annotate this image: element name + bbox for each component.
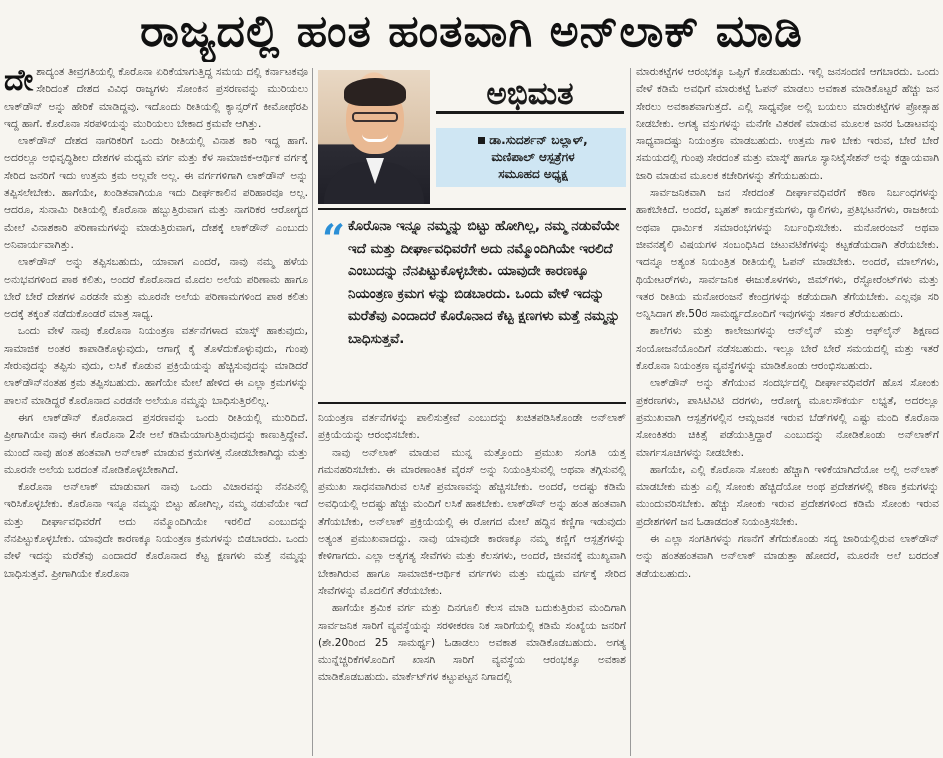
article-column-middle (318, 410, 626, 758)
article-paragraph: ನಾವು ಅನ್‌ಲಾಕ್ ಮಾಡುವ ಮುನ್ನ ಮತ್ತೊಂದು ಪ್ರಮುಖ ಸಂಗತಿ ಯತ್ತ ಗಮನಹರಿಸಬೇಕು. ಈ ಮಾರಣಾಂತಿಕ ವೈರಸ್ ಅನ್ನು ನಿಯಂತ್ರಿಸುವಲ್ಲಿ ಅಥವಾ ತಗ್ಗಿಸುವಲ್ಲಿ ಪ್ರಮುಖ ಸಾಧನವಾಗಿರುವ ಲಸಿಕೆ ಪ್ರಮಾಣವನ್ನು ಹೆಚ್ಚಿಸಬೇಕು. ಅಂದರೆ, ಅದಷ್ಟು ಕಡಿಮೆ ಅವಧಿಯಲ್ಲಿ ಅದಷ್ಟು ಹೆಚ್ಚು ಮಂದಿಗೆ ಲಸಿಕೆ ಹಾಕಬೇಕು. ಲಾಕ್‌ಡೌನ್ ಅನ್ನು ಹಂತ ಹಂತವಾಗಿ ತೆಗೆಯಬೇಕು, ಅನ್‌ಲಾಕ್ ಪ್ರಕ್ರಿಯೆಯಲ್ಲಿ ಈ ರೋಗದ ಮೇಲೆ ಹದ್ದಿನ ಕಣ್ಣಿಗಾ ಇಡುವುದು ಅತ್ಯಂತ ಪ್ರಮುಖವಾದದ್ದು. ನಾವು ಯಾವುದೇ ಕಾರಣಕ್ಕೂ ನಮ್ಮ ಕಣ್ಣಿಗೆ ಆಸ್ಪತ್ರೆಗಳನ್ನು ಕೇಳಿಗಾಗದು. ಎಲ್ಲಾ ಅತ್ಯಗತ್ಯ ಸೇವೆಗಳು ಮತ್ತು ಕೆಲಸಗಳು, ಅಂದರೆ, ಜೀವನಕ್ಕೆ ಮುಖ್ಯವಾಗಿ ಬೇಕಾಗಿರುವ ಹಾಗೂ ಸಾಮಾಜಿಕ-ಆರ್ಥಿಕ ವರ್ಗಗಳು ಮತ್ತು ಮಧ್ಯಮ ವರ್ಗಕ್ಕೆ ಸೇರಿದ ಸೇವೆಗಳನ್ನು ಮೊದಲಿಗೆ ತೆರೆಯಬೇಕು. (318, 446, 626, 597)
column-divider (312, 68, 313, 756)
article-paragraph: ಲಾಕ್‌ಡೌನ್ ದೇಶದ ನಾಗರಿಕರಿಗೆ ಒಂದು ರೀತಿಯಲ್ಲಿ ವಿನಾಶ ಕಾರಿ ಇದ್ದ ಹಾಗೆ. ಅದರಲ್ಲೂ ಅಭಿವೃದ್ಧಿಶೀಲ ದೇಶಗಳ ಮಧ್ಯಮ ವರ್ಗ ಮತ್ತು ಕೆಳ ಸಾಮಾಜಿಕ-ಆರ್ಥಿಕ ವರ್ಗಕ್ಕೆ ಸೇರಿದ ಜನರಿಗೆ ಇದು ಉತ್ತಮ ಕ್ರಮ ಅಲ್ಲವೇ ಅಲ್ಲ. ಈ ವರ್ಗಗಳಿಗಾಗಿ ಲಾಕ್‌ಡೌನ್ ಅನ್ನು ತಪ್ಪಿಸಲೇಬೇಕು. ಹಾಗೆಯೇ, ಖಂಡಿತವಾಗಿಯೂ ಇದು ದೀರ್ಘಕಾಲಿನ ಪರಿಹಾರವೂ ಅಲ್ಲ. ಆದರೂ, ಸುನಾಮಿ ರೀತಿಯಲ್ಲಿ ಕೊರೊನಾ ಹಬ್ಬುತ್ತಿರುವಾಗ ಮತ್ತು ನಾಗರಿಕರ ಆರೋಗ್ಯದ ಮೇಲೆ ವಿನಾಶಕಾರಿ ಪರಿಣಾಮಗಳನ್ನು ಮಾಡುತ್ತಿರುವಾಗ, ದೇಶಕ್ಕೆ ಲಾಕ್‌ಡೌನ್ ಎಂಬುದು ಅನಿವಾರ್ಯವಾಗಿತ್ತು. (4, 135, 308, 251)
article-column-left (4, 64, 308, 758)
author-role: ಸಮೂಹದ ಅಧ್ಯಕ್ಷ (498, 167, 568, 181)
article-paragraph: ಲಾಕ್‌ಡೌನ್ ಅನ್ನು ತಪ್ಪಿಸಬಹುದು, ಯಾವಾಗ ಎಂದರೆ, ನಾವು ನಮ್ಮ ಹಳೆಯ ಅನುಭವಗಳಿಂದ ಪಾಠ ಕಲಿತು, ಅಂದರೆ ಕೊರೊನಾದ ಮೊದಲ ಅಲೆಯ ಪರಿಣಾಮ ಹಾಗೂ ಬೇರೆ ಬೇರೆ ದೇಶಗಳ ಎರಡನೇ ಮತ್ತು ಮೂರನೇ ಅಲೆಯ ಪರಿಣಾಮಗಳಿಂದ ಪಾಠ ಕಲಿತು ಅದಕ್ಕೆ ತಕ್ಕಂತೆ ನಡೆದುಕೊಂಡರೆ ಮಾತ್ರ ಸಾಧ್ಯ. (4, 256, 308, 321)
article-paragraph: ಕೊರೊನಾ ಅನ್‌ಲಾಕ್ ಮಾಡುವಾಗ ನಾವು ಒಂದು ವಿಚಾರವನ್ನು ನೆನಪಿನಲ್ಲಿ ಇರಿಸಿಕೊಳ್ಳಬೇಕು. ಕೊರೊನಾ ಇನ್ನೂ ನಮ್ಮನ್ನು ಬಿಟ್ಟು ಹೋಗಿಲ್ಲ, ನಮ್ಮ ನಡುವೆಯೇ ಇದೆ ಮತ್ತು ದೀರ್ಘಾವಧಿವರೆಗೆ ಅದು ನಮ್ಮೊಂದಿಗಿಯೇ ಇರಲಿದೆ ಎಂಬುದನ್ನು ನೆನಪಿಟ್ಟುಕೊಳ್ಳಬೇಕು. ಯಾವುದೇ ಕಾರಣಕ್ಕೂ ನಿಯಂತ್ರಣ ಕ್ರಮಗಳನ್ನು ಬಿಡಬಾರದು. ಒಂದು ವೇಳೆ ಇದನ್ನು ಮರೆತೆವು ಎಂದಾದರೆ ಕೊರೊನಾದ ಕೆಟ್ಟ ಕ್ಷಣಗಳು ಮತ್ತೆ ನಮ್ಮನ್ನು ಬಾಧಿಸುತ್ತವೆ. ಪ್ರೀಗಾಗಿಯೇ ಕೊರೊನಾ (4, 481, 308, 580)
quote-mark-icon: “ (322, 216, 346, 263)
article-paragraph: ಮಾರುಕಟ್ಟೆಗಳ ಆರಂಭಕ್ಕೂ ಒಪ್ಪಿಗೆ ಕೊಡಬಹುದು. ಇಲ್ಲಿ ಜನಸಂದಣಿ ಆಗಬಾರದು. ಒಂದು ವೇಳೆ ಕಡಿಮೆ ಅವಧಿಗೆ ಮಾರುಕಟ್ಟೆ ಓಪನ್ ಮಾಡಲು ಅವಕಾಶ ಮಾಡಿಕೊಟ್ಟರೆ ಹೆಚ್ಚು ಜನ ಸೇರಲು ಅವಕಾಶವಾಗುತ್ತದೆ. ಎಲ್ಲಿ ಸಾಧ್ಯವೋ ಅಲ್ಲಿ ಬಯಲು ಮಾರುಕಟ್ಟೆಗಳ ಪ್ರೋತ್ಸಾಹ ನೀಡಬೇಕು. ಅಗತ್ಯ ವಸ್ತುಗಳನ್ನು ಮನೆಗೇ ವಿತರಣೆ ಮಾಡುವ ಮೂಲಕ ಜನರ ಓಡಾಟವನ್ನು ಸಾಧ್ಯವಾದಷ್ಟು ನಿಯಂತ್ರಣ ಮಾಡಬಹುದು. ಉತ್ತಮ ಗಾಳಿ ಬೇಕು ಇರುವ, ಬೇರೆ ಬೇರೆ ಸಮಯದಲ್ಲಿ ಗುಂಪು ಸೇರದಂತೆ ಮತ್ತು ಮಾಸ್ಕ್ ಹಾಗೂ ಸ್ಯಾನಿಟೈಸೇಶನ್ ಅನ್ನು ಕಡ್ಡಾಯವಾಗಿ ಜಾರಿ ಮಾಡುವ ಮೂಲಕ ಕಚೇರಿಗಳನ್ನು ತೆಗೆಯಬಹುದು. (636, 66, 939, 182)
article-paragraph: ಈ ಎಲ್ಲಾ ಸಂಗತಿಗಳನ್ನು ಗಣನೆಗೆ ತೆಗೆದುಕೊಂಡು ಸದ್ಯ ಜಾರಿಯಲ್ಲಿರುವ ಲಾಕ್‌ಡೌನ್ ಅನ್ನು ಹಂತಹಂತವಾಗಿ ಅನ್‌ಲಾಕ್ ಮಾಡುತ್ತಾ ಹೋದರೆ, ಮೂರನೇ ಅಲೆ ಬರದಂತೆ ತಡೆಯಬಹುದು. (636, 533, 939, 580)
drop-cap: ದೇ (4, 64, 34, 98)
article-paragraph: ನಿಯಂತ್ರಣ ವರ್ತನೆಗಳನ್ನು ಪಾಲಿಸುತ್ತೇವೆ ಎಂಬುದನ್ನು ಖಚಿತಪಡಿಸಿಕೊಂಡೇ ಅನ್‌ಲಾಕ್ ಪ್ರಕ್ರಿಯೆಯನ್ನು ಆರಂಭಿಸಬೇಕು. (318, 412, 626, 442)
column-divider (630, 68, 631, 756)
author-role: ಮಣಿಪಾಲ್ ಆಸ್ಪತ್ರೆಗಳ (491, 150, 575, 164)
pull-quote (318, 208, 626, 404)
headline: ರಾಜ್ಯದಲ್ಲಿ ಹಂತ ಹಂತವಾಗಿ ಅನ್‌ಲಾಕ್ ಮಾಡಿ (140, 5, 803, 57)
pull-quote-text: ಕೊರೊನಾ ಇನ್ನೂ ನಮ್ಮನ್ನು ಬಿಟ್ಟು ಹೋಗಿಲ್ಲ, ನಮ್ಮ ನಡುವೆಯೇ ಇದೆ ಮತ್ತು ದೀರ್ಘಾವಧಿವರೆಗೆ ಅದು ನಮ್ಮೊಂದಿಗಿಯೇ ಇರಲಿದೆ ಎಂಬುದನ್ನು ನೆನಪಿಟ್ಟುಕೊಳ್ಳಬೇಕು. ಯಾವುದೇ ಕಾರಣಕ್ಕೂ ನಿಯಂತ್ರಣ ಕ್ರಮಗ ಳನ್ನು ಬಿಡಬಾರದು. ಒಂದು ವೇಳೆ ಇದನ್ನು ಮರೆತೆವು ಎಂದಾದರೆ ಕೊರೊನಾದ ಕೆಟ್ಟ ಕ್ಷಣಗಳು ಮತ್ತೆ ನಮ್ಮನ್ನು ಬಾಧಿಸುತ್ತವೆ. (348, 219, 620, 347)
article-paragraph: ಸಾರ್ವಜನಿಕವಾಗಿ ಜನ ಸೇರದಂತೆ ದೀರ್ಘಾವಧಿವರೆಗೆ ಕಠಿಣ ನಿರ್ಬಂಧಗಳನ್ನು ಹಾಕಬೇಕಿದೆ. ಅಂದರೆ, ಬೃಹತ್ ಕಾರ್ಯಕ್ರಮಗಳು, ರ್‍ಯಾಲಿಗಳು, ಪ್ರತಿಭಟನೆಗಳು, ರಾಜಕೀಯ ಅಥವಾ ಧಾರ್ಮಿಕ ಸಮಾರಂಭಗಳನ್ನು ನಿರ್ಬಂಧಿಸಬೇಕು. ಮನೋರಂಜನೆ ಅಥವಾ ಜೀವನಶೈಲಿ ವಿಷಯಗಳ ಸಂಬಂಧಿಸಿದ ಚಟುವಟಿಕೆಗಳನ್ನು ಕಟ್ಟಕಡೆಯದಾಗಿ ತೆರೆಯಬೇಕು. ಇದನ್ನೂ ಅತ್ಯಂತ ನಿಯಂತ್ರಿತ ರೀತಿಯಲ್ಲಿ ಓಪನ್ ಮಾಡಬೇಕು. ಅಂದರೆ, ಮಾಲ್‌ಗಳು, ಥಿಯೇಟರ್‌ಗಳು, ಸಾರ್ವಜನಿಕ ಈಜುಕೊಳಗಳು, ಜಿಮ್‌ಗಳು, ರೆಸ್ಟೋರೆಂಟ್‌ಗಳು ಮತ್ತು ಇತರ ರೀತಿಯ ಮನೋರಂಜನೆ ಕೇಂದ್ರಗಳನ್ನು ಕಡೆಯದಾಗಿ ತೆಗೆಯಬೇಕು. ಎಲ್ಲವೂ ಸರಿ ಅನ್ನಿಸಿದಾಗ ಶೇ.50ರ ಸಾಮರ್ಥ್ಯದೊಂದಿಗೆ ಇವುಗಳನ್ನು ಸರ್ಕಾರ ತೆರೆಯಬಹುದು. (636, 187, 939, 321)
article-paragraph: ದೇಶಾದ್ಯಂತ ತೀವ್ರಗತಿಯಲ್ಲಿ ಕೊರೊನಾ ಏರಿಕೆಯಾಗುತ್ತಿದ್ದ ಸಮಯ ದಲ್ಲಿ ಕರ್ನಾಟಕವೂ ಸೇರಿದಂತೆ ದೇಶದ ವಿವಿಧ ರಾಜ್ಯಗಳು ಸೋಂಕಿನ ಪ್ರಸರಣವನ್ನು ಮುರಿಯಲು ಲಾಕ್‌ಡೌನ್ ಅನ್ನು ಹೇರಿಕೆ ಮಾಡಿದ್ದವು. ಇದೊಂದು ರೀತಿಯಲ್ಲಿ ಕ್ಯಾನ್ಸರ್‌ಗೆ ಕೀಮೋಥೆರಪಿ ಇದ್ದ ಹಾಗೆ. ಕೊರೊನಾ ಸರಪಳಿಯನ್ನು ಮುರಿಯಲು ಬೇಕಾದ ಕ್ರಮವೇ ಆಗಿತ್ತು. (4, 64, 308, 130)
article-paragraph: ಶಾಲೆಗಳು ಮತ್ತು ಕಾಲೇಜುಗಳನ್ನು ಆನ್‌ಲೈನ್ ಮತ್ತು ಆಫ್‌ಲೈನ್ ಶಿಕ್ಷಣದ ಸಂಯೋಜನೆಯೊಂದಿಗೆ ನಡೆಸಬಹುದು. ಇಲ್ಲೂ ಬೇರೆ ಬೇರೆ ಸಮಯದಲ್ಲಿ ಮತ್ತು ಇತರೆ ಕೊರೊನಾ ನಿಯಂತ್ರಣ ವ್ಯವಸ್ಥೆಗಳನ್ನು ಮಾಡಿಕೊಂಡು ಆರಂಭಿಸಬಹುದು. (636, 325, 939, 373)
article-paragraph: ಈಗ ಲಾಕ್‌ಡೌನ್ ಕೊರೊನಾದ ಪ್ರಸರಣವನ್ನು ಒಂದು ರೀತಿಯಲ್ಲಿ ಮುರಿದಿದೆ. ಪ್ರೀಗಾಗಿಯೇ ನಾವು ಈಗ ಕೊರೊನಾ 2ನೇ ಅಲೆ ಕಡಿಮೆಯಾಗುತ್ತಿರುವುದನ್ನು ಕಾಣುತ್ತಿದ್ದೇವೆ. ಮುಂದೆ ನಾವು ಹಂತ ಹಂತವಾಗಿ ಅನ್‌ಲಾಕ್ ಮಾಡುವ ಕ್ರಮಗಳತ್ತ ನೋಡಬೇಕಾಗಿದ್ದು ಮತ್ತು ಮೂರನೇ ಅಲೆಯ ಬರದಂತೆ ನೋಡಿಕೊಳ್ಳಬೇಕಾಗಿದೆ. (4, 411, 308, 476)
author-photo (318, 70, 430, 204)
author-byline (436, 128, 626, 187)
opinion-box (318, 70, 626, 210)
opinion-label: ಅಭಿಮತ (436, 74, 624, 114)
article-column-right (636, 64, 939, 758)
bullet-icon (478, 137, 485, 144)
article-paragraph: ಹಾಗೆಯೇ ಶ್ರಮಿಕ ವರ್ಗ ಮತ್ತು ದಿನಗೂಲಿ ಕೆಲಸ ಮಾಡಿ ಬದುಕುತ್ತಿರುವ ಮಂದಿಗಾಗಿ ಸಾರ್ವಜನಿಕ ಸಾರಿಗೆ ವ್ಯವಸ್ಥೆಯನ್ನು ಸರಳೀಕರಣ ನಿಕ ಸಾರಿಗೆಯಲ್ಲಿ ಕಡಿಮೆ ಸಂಖ್ಯೆಯ ಜನರಿಗೆ (ಶೇ.20ರಿಂದ 25 ಸಾಮರ್ಥ್ಯ) ಓಡಾಡಲು ಅವಕಾಶ ಮಾಡಿಕೊಡಬಹುದು. ಅಗತ್ಯ ಮುನ್ನೆಚ್ಚರಿಕೆಗಳೊಂದಿಗೆ ಖಾಸಗಿ ಸಾರಿಗೆ ವ್ಯವಸ್ಥೆಯ ಆರಂಭಕ್ಕೂ ಅವಕಾಶ ಮಾಡಿಕೊಡಬಹುದು. ಮಾರ್ಕೆಟ್‌ಗಳ ಕಟ್ಟುಪಟ್ಟನ ನಿಗಾದಲ್ಲಿ (318, 602, 626, 684)
article-paragraph: ಒಂದು ವೇಳೆ ನಾವು ಕೊರೊನಾ ನಿಯಂತ್ರಣ ವರ್ತನೆಗಳಾದ ಮಾಸ್ಕ್ ಹಾಕುವುದು, ಸಾಮಾಜಿಕ ಅಂತರ ಕಾಪಾಡಿಕೊಳ್ಳುವುದು, ಆಗಾಗ್ಗೆ ಕೈ ತೊಳೆದುಕೊಳ್ಳುವುದು, ಗುಂಪು ಸೇರುವುದನ್ನು ತಪ್ಪಿಸು ವುದು, ಲಸಿಕೆ ಕೊಡುವ ಪ್ರಕ್ರಿಯೆಯನ್ನು ಹೆಚ್ಚಿಸುವುದನ್ನು ಮಾಡಿದರೆ ಲಾಕ್‌ಡೌನ್‌ನಂತಹ ಕ್ರಮ ತಪ್ಪಿಸಬಹುದು. ಹಾಗೆಯೇ ಮೇಲೆ ಹೇಳಿದ ಈ ಎಲ್ಲಾ ಕ್ರಮಗಳನ್ನು ಪಾಲನೆ ಮಾಡಿದ್ದರೆ ಕೊರೊನಾದ ಎರಡನೇ ಅಲೆಯೂ ನಮ್ಮನ್ನು ಬಾಧಿಸುತ್ತಿರಲಿಲ್ಲ. (4, 325, 308, 407)
article-paragraph: ಲಾಕ್‌ಡೌನ್ ಅನ್ನು ತೆಗೆಯುವ ಸಂದರ್ಭದಲ್ಲಿ ದೀರ್ಘಾವಧಿವರೆಗೆ ಹೊಸ ಸೋಂಕು ಪ್ರಕರಣಗಳು, ಪಾಸಿಟಿವಿಟಿ ದರಗಳು, ಆರೋಗ್ಯ ಮೂಲಸೌಕರ್ಯ ಲಭ್ಯತೆ, ಅದರಲ್ಲೂ ಪ್ರಮುಖವಾಗಿ ಆಸ್ಪತ್ರೆಗಳಲ್ಲಿನ ಆಮ್ಲಜನಕ ಇರುವ ಬೆಡ್‌ಗಳಲ್ಲಿ ಎಷ್ಟು ಮಂದಿ ಕೊರೊನಾ ಸೋಂಕಿತರು ಚಿಕಿತ್ಸೆ ಪಡೆಯುತ್ತಿದ್ದಾರೆ ಎಂಬುದನ್ನು ನೋಡಿಕೊಂಡು ಅನ್‌ಲಾಕ್‌ಗೆ ಮಾರ್ಗಸೂಚಿಗಳನ್ನು ನೀಡಬೇಕು. (636, 377, 939, 459)
author-name: ಡಾ.ಸುದರ್ಶನ್ ಬಲ್ಲಾಳ್, (489, 133, 588, 147)
article-paragraph: ಹಾಗೆಯೇ, ಎಲ್ಲಿ ಕೊರೊನಾ ಸೋಂಕು ಹೆಚ್ಚಾಗಿ ಇಳಿಕೆಯಾಗಿದೆಯೋ ಅಲ್ಲಿ ಅನ್‌ಲಾಕ್ ಮಾಡಬೇಕು ಮತ್ತು ಎಲ್ಲಿ ಸೋಂಕು ಹೆಚ್ಚಿದೆಯೋ ಅಂಥ ಪ್ರದೇಶಗಳಲ್ಲಿ ಕಠಿಣ ಕ್ರಮಗಳನ್ನು ಮುಂದುವರಿಸಬೇಕು. ಹೆಚ್ಚು ಸೋಂಕು ಇರುವ ಪ್ರದೇಶಗಳಿಂದ ಕಡಿಮೆ ಸೋಂಕು ಇರುವ ಪ್ರದೇಶಗಳಿಗೆ ಜನ ಓಡಾಡದಂತೆ ನಿಯಂತ್ರಿಸಬೇಕು. (636, 463, 939, 528)
